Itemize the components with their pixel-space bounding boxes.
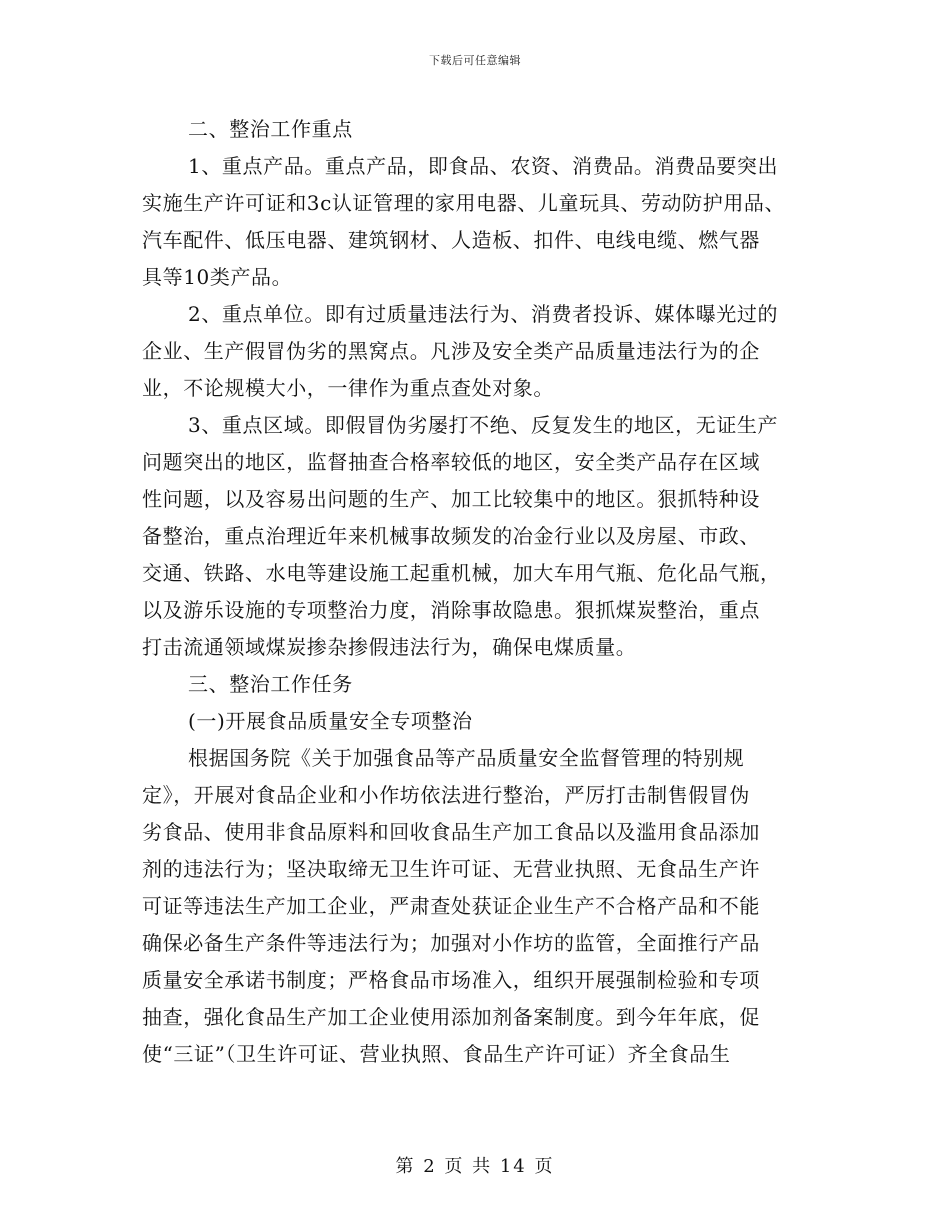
paragraph-line: 根据国务院《关于加强食品等产品质量安全监督管理的特别规 (188, 746, 745, 770)
paragraph-line: 打击流通领域煤炭掺杂掺假违法行为，确保电煤质量。 (142, 635, 637, 659)
paragraph-line: 业，不论规模大小，一律作为重点查处对象。 (142, 376, 554, 400)
paragraph-line: 以及游乐设施的专项整治力度，消除事故隐患。狠抓煤炭整治，重点 (142, 598, 760, 622)
document-body (142, 111, 810, 1073)
subsection-heading: (一)开展食品质量安全专项整治 (188, 709, 473, 733)
section-heading: 二、整治工作重点 (188, 117, 353, 141)
section-heading: 三、整治工作任务 (188, 672, 353, 696)
paragraph-line: 问题突出的地区，监督抽查合格率较低的地区，安全类产品存在区域 (142, 450, 760, 474)
paragraph-line: 定》，开展对食品企业和小作坊依法进行整治，严厉打击制售假冒伪 (142, 783, 750, 807)
paragraph-line: 性问题，以及容易出问题的生产、加工比较集中的地区。狠抓特种设 (142, 487, 760, 511)
paragraph-line: 汽车配件、低压电器、建筑钢材、人造板、扣件、电线电缆、燃气器 (142, 228, 760, 252)
paragraph-line: 实施生产许可证和3c认证管理的家用电器、儿童玩具、劳动防护用品、 (142, 191, 786, 215)
paragraph-line: 交通、铁路、水电等建设施工起重机械，加大车用气瓶、危化品气瓶， (142, 561, 781, 585)
paragraph-line: 使“三证”（卫生许可证、营业执照、食品生产许可证）齐全食品生 (142, 1042, 731, 1066)
paragraph-line: 3、重点区域。即假冒伪劣屡打不绝、反复发生的地区，无证生产 (188, 413, 779, 437)
paragraph-line: 剂的违法行为；坚决取缔无卫生许可证、无营业执照、无食品生产许 (142, 857, 760, 881)
paragraph-line: 劣食品、使用非食品原料和回收食品生产加工食品以及滥用食品添加 (142, 820, 760, 844)
paragraph-line: 2、重点单位。即有过质量违法行为、消费者投诉、媒体曝光过的 (188, 302, 779, 326)
paragraph-line: 质量安全承诺书制度；严格食品市场准入，组织开展强制检验和专项 (142, 968, 760, 992)
paragraph-line: 确保必备生产条件等违法行为；加强对小作坊的监管，全面推行产品 (142, 931, 760, 955)
page-footer: 第 2 页 共 14 页 (395, 1156, 555, 1177)
paragraph-line: 抽查，强化食品生产加工企业使用添加剂备案制度。到今年年底，促 (142, 1005, 760, 1029)
paragraph-line: 企业、生产假冒伪劣的黑窝点。凡涉及安全类产品质量违法行为的企 (142, 339, 760, 363)
paragraph-line: 可证等违法生产加工企业，严肃查处获证企业生产不合格产品和不能 (142, 894, 760, 918)
paragraph-line: 具等10类产品。 (142, 265, 293, 289)
paragraph-line: 备整治，重点治理近年来机械事故频发的冶金行业以及房屋、市政、 (142, 524, 760, 548)
page-header: 下载后可任意编辑 (429, 54, 521, 67)
paragraph-line: 1、重点产品。重点产品，即食品、农资、消费品。消费品要突出 (188, 154, 779, 178)
